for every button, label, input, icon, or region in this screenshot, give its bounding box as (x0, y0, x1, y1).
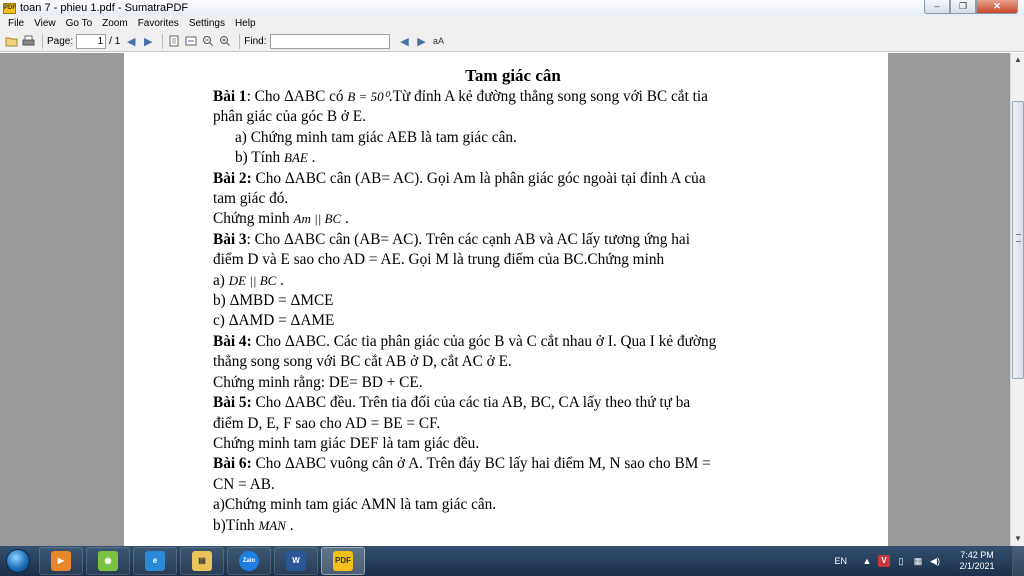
document-line (213, 393, 813, 413)
line-text: điểm D và E sao cho AD = AE. Gọi M là trung điểm của BC.Chứng minh (213, 251, 665, 269)
network-icon[interactable]: ▦ (913, 556, 923, 566)
document-line (213, 454, 813, 474)
taskbar-internet-explorer-button[interactable] (133, 547, 177, 575)
line-text: Chứng minh tam giác DEF là tam giác đều. (213, 434, 480, 452)
open-file-icon[interactable] (4, 34, 18, 48)
line-text-rest: . (276, 271, 284, 289)
find-previous-icon[interactable]: ◀ (400, 35, 409, 48)
antivirus-icon[interactable]: V (878, 555, 890, 567)
math-expression: B = 50⁰ (347, 89, 389, 104)
exercise-label: Bài 5: (213, 394, 252, 412)
line-text: b) Tính (235, 149, 285, 167)
menu-settings[interactable]: Settings (188, 18, 225, 29)
document-line (213, 250, 813, 270)
fit-page-icon[interactable] (167, 34, 181, 48)
sumatrapdf-app-icon: PDF (3, 3, 16, 14)
taskbar-coccoc-button[interactable] (86, 547, 130, 575)
line-text: Cho ΔABC cân (AB= AC). Gọi Am là phân giác góc ngoài tại đỉnh A của (251, 169, 706, 187)
clock-date: 2/1/2021 (959, 561, 995, 571)
line-text: Cho ΔABC đều. Trên tia đối của các tia AB, BC, CA lấy theo thứ tự ba (251, 394, 691, 412)
line-text-rest: . (341, 210, 349, 228)
document-line (213, 128, 813, 148)
taskbar-sumatrapdf-button[interactable] (321, 547, 365, 575)
taskbar-zalo-button[interactable] (227, 547, 271, 575)
toolbar-separator (42, 34, 43, 49)
toolbar (0, 31, 1024, 52)
volume-icon[interactable]: ◀) (930, 556, 940, 566)
pdf-page (124, 53, 888, 546)
line-text-rest: . (285, 516, 294, 534)
document-line (213, 373, 813, 393)
taskbar-word-button[interactable] (274, 547, 318, 575)
line-text: tam giác đó. (213, 190, 289, 208)
document-title: Tam giác cân (465, 66, 561, 85)
document-line (213, 475, 813, 495)
language-indicator[interactable]: EN (834, 556, 847, 566)
scroll-up-icon[interactable]: ▲ (1014, 55, 1022, 64)
scrollbar-thumb[interactable] (1012, 101, 1024, 379)
page-label: Page: (47, 35, 74, 47)
document-line (213, 189, 813, 209)
coccoc-icon: ◉ (98, 551, 118, 571)
close-button[interactable]: ✕ (976, 0, 1018, 14)
line-text: b)Tính (213, 516, 259, 534)
line-text: Chứng minh rằng: DE= BD + CE. (213, 373, 423, 391)
word-icon: W (286, 551, 306, 571)
find-next-icon[interactable]: ▶ (417, 35, 426, 48)
document-line (213, 414, 813, 434)
menu-goto[interactable]: Go To (65, 18, 93, 29)
document-line (213, 87, 813, 107)
find-input[interactable] (270, 34, 390, 49)
page-number-input[interactable]: 1 (76, 34, 106, 49)
window-title: toan 7 - phieu 1.pdf - SumatraPDF (20, 2, 189, 14)
line-text: CN = AB. (213, 475, 275, 493)
menu-bar (0, 16, 1024, 31)
start-button[interactable] (0, 546, 36, 576)
math-expression: BAE (284, 150, 308, 166)
show-hidden-icons-icon[interactable]: ▲ (862, 556, 872, 566)
previous-page-icon[interactable]: ◀ (127, 35, 136, 48)
device-icon[interactable]: ▯ (898, 556, 904, 566)
scrollbar-grip-icon (1016, 234, 1021, 242)
menu-favorites[interactable]: Favorites (137, 18, 179, 29)
menu-view[interactable]: View (34, 18, 56, 29)
system-tray (834, 546, 1024, 576)
line-text: a) Chứng minh tam giác AEB là tam giác cân. (235, 128, 517, 146)
document-line (213, 271, 813, 291)
menu-help[interactable]: Help (234, 18, 256, 29)
taskbar (0, 546, 1024, 576)
math-expression: Am || BC (293, 211, 342, 227)
taskbar-apps (36, 547, 365, 575)
show-desktop-button[interactable] (1012, 546, 1024, 576)
zalo-icon: Zalo (239, 551, 259, 571)
toolbar-separator (162, 34, 163, 49)
zoom-in-icon[interactable] (218, 34, 232, 48)
exercise-label: Bài 2: (213, 169, 252, 187)
taskbar-media-player-button[interactable] (39, 547, 83, 575)
clock-time: 7:42 PM (960, 550, 994, 560)
menu-zoom[interactable]: Zoom (102, 18, 128, 29)
document-line (213, 209, 813, 229)
document-line (213, 495, 813, 515)
window-controls (924, 0, 1018, 14)
document-line (213, 516, 813, 536)
page-total: / 1 (109, 35, 121, 47)
taskbar-file-explorer-button[interactable] (180, 547, 224, 575)
clock[interactable] (946, 550, 1008, 572)
print-icon[interactable] (21, 34, 35, 48)
next-page-icon[interactable]: ▶ (144, 35, 153, 48)
line-text: Chứng minh (213, 210, 294, 228)
document-viewer[interactable] (0, 53, 1010, 546)
maximize-button[interactable]: ❐ (950, 0, 976, 14)
line-text: : Cho ΔABC có (246, 88, 348, 105)
file-explorer-icon: ▤ (192, 551, 212, 571)
zoom-out-icon[interactable] (201, 34, 215, 48)
line-text: phân giác của góc B ở E. (213, 108, 366, 126)
line-text: a) (213, 271, 229, 289)
title-bar (0, 0, 1024, 16)
media-player-icon: ▶ (51, 551, 71, 571)
document-line (213, 434, 813, 454)
document-line (213, 107, 813, 127)
match-case-icon[interactable]: aA (432, 36, 444, 46)
line-text: thẳng song song với BC cắt AB ở D, cắt AC ở E. (213, 353, 512, 371)
document-line (213, 230, 813, 250)
document-line (213, 291, 813, 311)
scroll-down-icon[interactable]: ▼ (1014, 534, 1022, 543)
document-line (213, 332, 813, 352)
document-line (213, 169, 813, 189)
exercise-label: Bài 3 (213, 230, 247, 248)
sumatrapdf-icon: PDF (333, 551, 353, 571)
document-text (213, 65, 813, 536)
toolbar-separator (239, 34, 240, 49)
document-lines (213, 87, 813, 536)
document-line (213, 352, 813, 372)
exercise-label: Bài 6: (213, 455, 252, 473)
fit-width-icon[interactable] (184, 34, 198, 48)
menu-file[interactable]: File (8, 18, 25, 29)
exercise-label: Bài 4: (213, 332, 252, 350)
line-text: điểm D, E, F sao cho AD = BE = CF. (213, 414, 441, 432)
line-text: Cho ΔABC. Các tia phân giác của góc B và C cắt nhau ở I. Qua I kẻ đường (251, 332, 717, 350)
line-text: b) ΔMBD = ΔMCE (213, 292, 334, 310)
windows-logo-icon (6, 549, 30, 573)
find-label: Find: (244, 35, 267, 47)
line-text: : Cho ΔABC cân (AB= AC). Trên các cạnh AB và AC lấy tương ứng hai (246, 230, 690, 248)
math-expression: DE || BC (228, 272, 277, 288)
line-text: c) ΔAMD = ΔAME (213, 312, 335, 330)
line-text-rest: . (307, 149, 316, 167)
minimize-button[interactable]: – (924, 0, 950, 14)
document-line (213, 148, 813, 168)
line-text: a)Chứng minh tam giác AMN là tam giác cân. (213, 496, 497, 514)
exercise-label: Bài 1 (213, 88, 247, 105)
internet-explorer-icon: e (145, 551, 165, 571)
vertical-scrollbar[interactable] (1010, 53, 1024, 546)
line-text-rest: .Từ đỉnh A kẻ đường thẳng song song với BC cắt tia (388, 88, 708, 105)
math-expression: MAN (258, 517, 286, 533)
line-text: Cho ΔABC vuông cân ở A. Trên đáy BC lấy hai điểm M, N sao cho BM = (251, 455, 711, 473)
document-line (213, 311, 813, 331)
